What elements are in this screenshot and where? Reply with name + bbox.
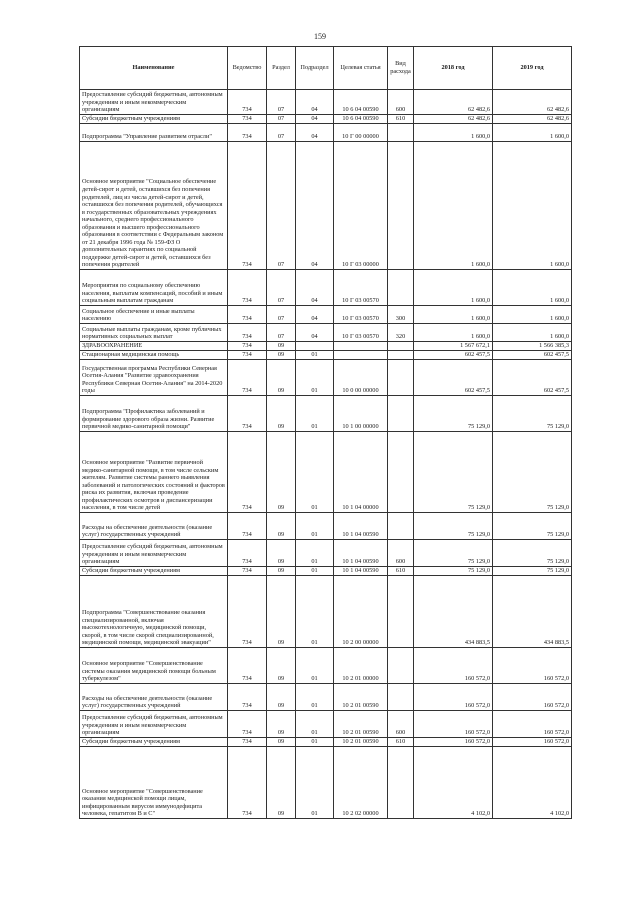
row-name-text: Основное мероприятие "Совершенствование оказания медицинской помощи лицам, инфицированным вирусом иммунодефицита человека, гепатитом В и С" [82,787,203,818]
row-value-2018: 160 572,0 [414,738,493,747]
row-name-text: Социальное обеспечение и иные выплаты населению [82,307,195,323]
budget-table [79,46,572,819]
row-vedomstvo: 734 [228,540,267,567]
row-value-2018: 75 129,0 [414,513,493,540]
header-vid-raskhoda: Вид расхода [388,47,414,90]
row-value-2019: 1 600,0 [493,324,572,342]
page-number: 159 [314,32,326,41]
row-vedomstvo: 734 [228,90,267,115]
row-value-2019: 62 482,6 [493,90,572,115]
row-value-2019: 1 600,0 [493,306,572,324]
row-vedomstvo: 734 [228,124,267,142]
table-row [80,360,572,396]
row-value-2019: 160 572,0 [493,738,572,747]
row-celevaya-statya: 10 6 04 00590 [334,90,388,115]
row-name [80,342,228,351]
header-celevaya-statya: Целевая статья [334,47,388,90]
row-vid-raskhoda [388,351,414,360]
row-name [80,432,228,513]
table-row [80,648,572,684]
row-value-2018: 75 129,0 [414,567,493,576]
row-value-2019: 160 572,0 [493,684,572,711]
row-value-2018: 160 572,0 [414,648,493,684]
row-vedomstvo: 734 [228,648,267,684]
row-podrazdel [296,342,334,351]
row-name-text: Предоставление субсидий бюджетным, автономным учреждениям и иным некоммерческим организациям [82,91,223,114]
row-name [80,270,228,306]
row-value-2019: 4 102,0 [493,747,572,819]
table-row [80,342,572,351]
row-value-2018: 602 457,5 [414,360,493,396]
row-podrazdel: 01 [296,576,334,648]
row-vedomstvo: 734 [228,567,267,576]
row-podrazdel: 01 [296,513,334,540]
row-vid-raskhoda: 610 [388,115,414,124]
row-celevaya-statya: 10 6 04 00590 [334,115,388,124]
table-row [80,306,572,324]
row-razdel: 09 [267,648,296,684]
row-vedomstvo: 734 [228,738,267,747]
row-podrazdel: 01 [296,351,334,360]
row-name [80,124,228,142]
row-value-2019: 75 129,0 [493,513,572,540]
row-razdel: 07 [267,124,296,142]
row-vid-raskhoda: 610 [388,567,414,576]
table-body [80,90,572,819]
row-vid-raskhoda: 320 [388,324,414,342]
row-vedomstvo: 734 [228,360,267,396]
row-celevaya-statya: 10 2 01 00590 [334,738,388,747]
row-name [80,576,228,648]
row-vid-raskhoda: 600 [388,711,414,738]
row-vedomstvo: 734 [228,711,267,738]
row-name [80,115,228,124]
table-row [80,738,572,747]
row-vedomstvo: 734 [228,396,267,432]
row-value-2018: 4 102,0 [414,747,493,819]
row-razdel: 07 [267,270,296,306]
row-podrazdel: 01 [296,711,334,738]
table-row [80,684,572,711]
row-celevaya-statya: 10 0 00 00000 [334,360,388,396]
row-vedomstvo: 734 [228,351,267,360]
row-name [80,567,228,576]
row-vid-raskhoda: 600 [388,540,414,567]
header-razdel: Раздел [267,47,296,90]
row-podrazdel: 04 [296,324,334,342]
row-razdel: 09 [267,684,296,711]
row-podrazdel: 01 [296,432,334,513]
row-podrazdel: 04 [296,124,334,142]
row-podrazdel: 01 [296,360,334,396]
row-celevaya-statya [334,342,388,351]
row-value-2019: 75 129,0 [493,540,572,567]
row-name-text: Основное мероприятие "Совершенствование системы оказания медицинской помощи больным туберкулезом" [82,660,216,683]
table-row [80,351,572,360]
row-celevaya-statya: 10 Г 03 00000 [334,142,388,270]
row-vid-raskhoda [388,142,414,270]
row-value-2018: 1 600,0 [414,142,493,270]
row-name-text: Основное мероприятие "Социальное обеспечение детей-сирот и детей, оставшихся без попечения родителей, лиц из числа детей-сирот и детей, оставшихся без попечения родителей, обучающихся в государственных образовательных учреждениях начального, среднего профессионального образования и высшего профессионального образования в соответствии с Федеральным законом от 21 декабря 1996 года № 159-ФЗ О дополнительных гарантиях по социальной поддержке детей-сирот и детей, оставшихся без попечения родителей [82,178,224,269]
row-celevaya-statya: 10 Г 03 00570 [334,306,388,324]
row-podrazdel: 01 [296,540,334,567]
row-razdel: 07 [267,115,296,124]
row-vid-raskhoda [388,513,414,540]
table-row [80,270,572,306]
row-vid-raskhoda: 610 [388,738,414,747]
row-celevaya-statya: 10 2 00 00000 [334,576,388,648]
row-name-text: Подпрограмма "Совершенствование оказания специализированной, включая высокотехнологичную, медицинской помощи, скорой, в том числе скорой специализированной, медицинской помощи, медицинской эвакуации" [82,609,214,647]
row-razdel: 09 [267,567,296,576]
row-vid-raskhoda [388,342,414,351]
table-row [80,540,572,567]
row-value-2019: 75 129,0 [493,396,572,432]
row-razdel: 09 [267,432,296,513]
row-value-2019: 1 600,0 [493,124,572,142]
row-vid-raskhoda [388,648,414,684]
row-razdel: 09 [267,540,296,567]
row-value-2018: 1 600,0 [414,270,493,306]
table-header-row [80,47,572,90]
row-razdel: 09 [267,747,296,819]
row-name-text: Мероприятия по социальному обеспечению населения, выплатам компенсаций, пособий и иным социальным выплатам гражданам [82,282,223,305]
row-podrazdel: 04 [296,90,334,115]
row-name-text: ЗДРАВООХРАНЕНИЕ [82,342,143,350]
row-value-2019: 602 457,5 [493,351,572,360]
table-row [80,115,572,124]
row-celevaya-statya: 10 1 04 00590 [334,513,388,540]
row-razdel: 07 [267,90,296,115]
row-name-text: Основное мероприятие "Развитие первичной медико-санитарной помощи, в том числе сельским жителям. Развитие системы раннего выявления заболеваний и патологических состояний и факторов риска их развития, включая проведение профилактических осмотров и диспансеризации населения, в том числе детей [82,459,225,512]
row-razdel: 09 [267,360,296,396]
row-name [80,90,228,115]
row-name [80,738,228,747]
row-vedomstvo: 734 [228,306,267,324]
row-name [80,513,228,540]
row-celevaya-statya: 10 Г 03 00570 [334,270,388,306]
row-value-2019: 160 572,0 [493,648,572,684]
row-value-2018: 75 129,0 [414,540,493,567]
table-row [80,324,572,342]
row-name-text: Субсидии бюджетным учреждениям [82,115,180,123]
row-name [80,711,228,738]
row-name-text: Подпрограмма "Управление развитием отрасли" [82,133,212,141]
row-vedomstvo: 734 [228,342,267,351]
row-name [80,684,228,711]
row-podrazdel: 04 [296,270,334,306]
row-vedomstvo: 734 [228,324,267,342]
row-razdel: 07 [267,142,296,270]
row-razdel: 07 [267,306,296,324]
table-row [80,124,572,142]
row-vedomstvo: 734 [228,747,267,819]
row-value-2019: 434 883,5 [493,576,572,648]
row-vid-raskhoda [388,684,414,711]
row-value-2018: 160 572,0 [414,684,493,711]
row-vid-raskhoda [388,747,414,819]
row-vid-raskhoda: 600 [388,90,414,115]
header-vedomstvo: Ведомство [228,47,267,90]
row-vid-raskhoda [388,576,414,648]
row-value-2019: 602 457,5 [493,360,572,396]
row-podrazdel: 04 [296,115,334,124]
row-vid-raskhoda [388,432,414,513]
row-podrazdel: 04 [296,306,334,324]
row-podrazdel: 01 [296,567,334,576]
row-value-2018: 1 600,0 [414,124,493,142]
row-razdel: 09 [267,513,296,540]
row-value-2018: 434 883,5 [414,576,493,648]
row-vedomstvo: 734 [228,432,267,513]
row-razdel: 09 [267,396,296,432]
row-vedomstvo: 734 [228,684,267,711]
row-vid-raskhoda: 300 [388,306,414,324]
row-name [80,648,228,684]
row-celevaya-statya: 10 Г 00 00000 [334,124,388,142]
table-row [80,432,572,513]
row-value-2019: 160 572,0 [493,711,572,738]
row-celevaya-statya: 10 2 01 00590 [334,711,388,738]
row-celevaya-statya: 10 2 01 00590 [334,684,388,711]
row-name-text: Подпрограмма "Профилактика заболеваний и формирование здорового образа жизни. Развитие первичной медико-санитарной помощи" [82,408,215,431]
row-podrazdel: 01 [296,738,334,747]
row-celevaya-statya: 10 Г 03 00570 [334,324,388,342]
row-value-2019: 1 600,0 [493,270,572,306]
row-value-2018: 1 600,0 [414,306,493,324]
row-podrazdel: 01 [296,648,334,684]
table-row [80,576,572,648]
row-value-2018: 62 482,6 [414,90,493,115]
row-value-2018: 602 457,5 [414,351,493,360]
row-celevaya-statya: 10 1 04 00000 [334,432,388,513]
row-razdel: 07 [267,324,296,342]
row-podrazdel: 01 [296,684,334,711]
row-vid-raskhoda [388,124,414,142]
row-vedomstvo: 734 [228,270,267,306]
row-celevaya-statya [334,351,388,360]
row-celevaya-statya: 10 1 00 00000 [334,396,388,432]
row-value-2019: 62 482,6 [493,115,572,124]
table-row [80,513,572,540]
table-row [80,567,572,576]
row-celevaya-statya: 10 1 04 00590 [334,540,388,567]
row-value-2019: 1 600,0 [493,142,572,270]
row-name-text: Расходы на обеспечение деятельности (оказание услуг) государственных учреждений [82,523,213,539]
row-value-2019: 1 566 385,3 [493,342,572,351]
row-name [80,324,228,342]
row-vid-raskhoda [388,360,414,396]
row-name-text: Субсидии бюджетным учреждениям [82,738,180,746]
row-name-text: Расходы на обеспечение деятельности (оказание услуг) государственных учреждений [82,694,213,710]
row-name-text: Социальные выплаты гражданам, кроме публичных нормативных социальных выплат [82,325,222,341]
row-celevaya-statya: 10 1 04 00590 [334,567,388,576]
row-razdel: 09 [267,351,296,360]
row-value-2019: 75 129,0 [493,567,572,576]
row-value-2018: 62 482,6 [414,115,493,124]
row-name-text: Государственная программа Республики Северная Осетия-Алания "Развитие здравоохранения Республики Северная Осетия-Алания" на 2014-2020 годы [82,364,223,395]
row-value-2018: 160 572,0 [414,711,493,738]
row-razdel: 09 [267,342,296,351]
row-value-2018: 1 567 672,1 [414,342,493,351]
table-row [80,90,572,115]
row-name-text: Субсидии бюджетным учреждениям [82,567,180,575]
row-vedomstvo: 734 [228,115,267,124]
table-row [80,396,572,432]
row-name-text: Предоставление субсидий бюджетным, автономным учреждениям и иным некоммерческим организациям [82,714,223,737]
row-vedomstvo: 734 [228,513,267,540]
header-name: Наименование [80,47,228,90]
row-celevaya-statya: 10 2 02 00000 [334,747,388,819]
row-name [80,351,228,360]
row-vid-raskhoda [388,270,414,306]
row-name [80,540,228,567]
row-name [80,142,228,270]
table-row [80,711,572,738]
table-row [80,747,572,819]
row-name-text: Стационарная медицинская помощь [82,351,180,359]
row-value-2018: 75 129,0 [414,396,493,432]
row-name [80,396,228,432]
row-razdel: 09 [267,711,296,738]
row-name [80,360,228,396]
header-podrazdel: Подраздел [296,47,334,90]
row-value-2018: 75 129,0 [414,432,493,513]
row-vedomstvo: 734 [228,142,267,270]
row-value-2018: 1 600,0 [414,324,493,342]
row-podrazdel: 01 [296,396,334,432]
row-vid-raskhoda [388,396,414,432]
row-value-2019: 75 129,0 [493,432,572,513]
row-podrazdel: 04 [296,142,334,270]
row-podrazdel: 01 [296,747,334,819]
row-name [80,747,228,819]
row-celevaya-statya: 10 2 01 00000 [334,648,388,684]
row-name-text: Предоставление субсидий бюджетным, автономным учреждениям и иным некоммерческим организациям [82,543,223,566]
table-row [80,142,572,270]
header-2019: 2019 год [493,47,572,90]
row-name [80,306,228,324]
row-vedomstvo: 734 [228,576,267,648]
row-razdel: 09 [267,576,296,648]
row-razdel: 09 [267,738,296,747]
header-2018: 2018 год [414,47,493,90]
